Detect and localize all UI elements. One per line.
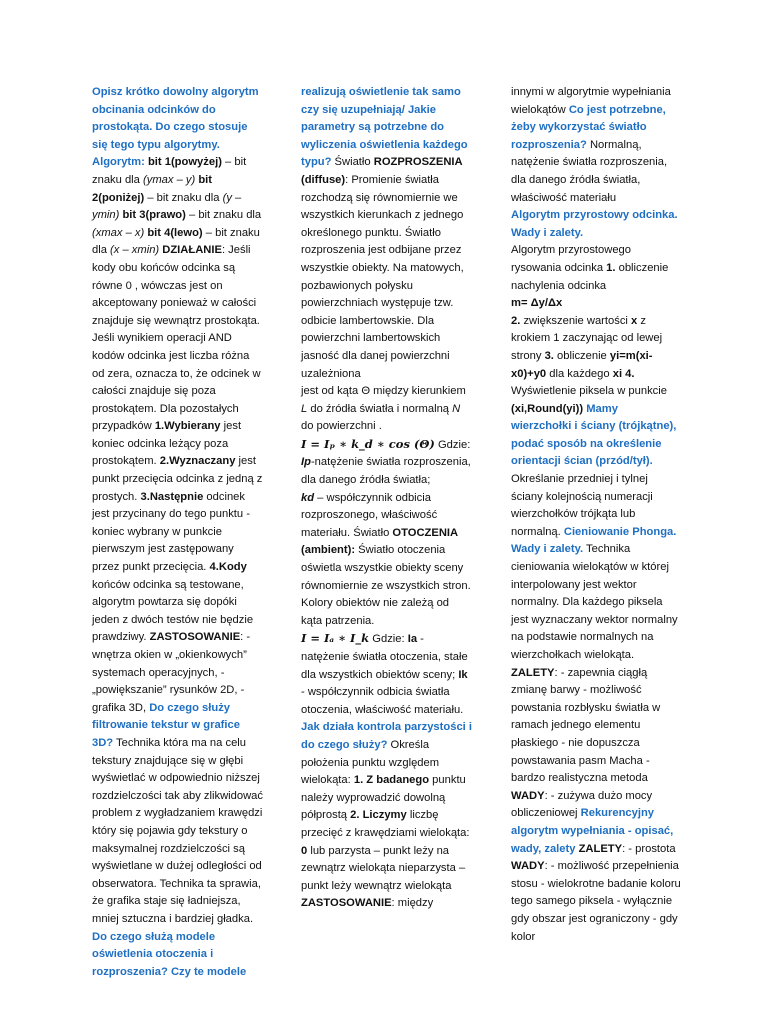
bold-text: xi 4. bbox=[612, 367, 635, 380]
bold-text: 0 bbox=[301, 844, 308, 857]
body-text: odcinek jest przycinany do tego punktu - koniec wybrany w punkcie pierwszym jest zastępowany przez punkt przecięcia. bbox=[92, 490, 250, 574]
formula-diffuse: I = Iₚ ∗ k_d ∗ cos (Θ) bbox=[301, 436, 435, 451]
body-text: – bit znaku dla bbox=[92, 156, 247, 186]
body-text: dla każdego bbox=[546, 367, 613, 380]
body-text: - współczynnik odbicia światła otoczenia, właściwość materiału. bbox=[301, 686, 464, 716]
bold-text: ZASTOSOWANIE bbox=[149, 631, 241, 644]
body-text: jest punkt przecięcia odcinka z jedną z prostych. bbox=[92, 455, 263, 503]
paragraph-ambient bbox=[301, 490, 473, 631]
body-text: jest koniec odcinka leżący poza prostokątem. bbox=[92, 420, 242, 468]
body-text: Określanie przedniej i tylnej ściany kolejnością numeracji wierzchołków trójkąta lub normalną. bbox=[511, 473, 653, 538]
italic-text: (x – xmin) bbox=[110, 244, 160, 257]
bold-text: ZALETY bbox=[511, 666, 555, 679]
italic-text: (ymax – y) bbox=[143, 173, 196, 186]
bold-text: OTOCZENIA (ambient): bbox=[301, 526, 458, 557]
question-heading: Co jest potrzebne, żeby wykorzystać światło rozproszenia? bbox=[511, 103, 666, 151]
bold-text: WADY bbox=[511, 860, 545, 873]
question-heading: Do czego służy filtrowanie tekstur w grafice 3D? bbox=[92, 701, 240, 749]
bold-text: 1. bbox=[606, 261, 616, 274]
paragraph-diffuse-formula bbox=[301, 436, 473, 490]
question-heading: Jak działa kontrola parzystości i do czego służy? bbox=[301, 721, 472, 751]
body-text: Algorytm przyrostowego rysowania odcinka bbox=[511, 244, 631, 274]
body-text: : - prostota bbox=[622, 842, 676, 855]
body-text: Wyświetlenie piksela w punkcie bbox=[511, 385, 667, 398]
body-text: Światło otoczenia oświetla wszystkie obiekty sceny równomiernie ze wszystkich stron. Kolory obiektów nie zależą od kąta patrzenia. bbox=[301, 544, 471, 627]
paragraph-ambient-formula bbox=[301, 630, 473, 913]
body-text: Normalną, natężenie światła rozproszenia, dla danego źródła światła, właściwość materiału bbox=[511, 138, 668, 204]
body-text: Światło bbox=[331, 156, 374, 169]
paragraph-angle bbox=[301, 383, 473, 436]
body-text: Technika cieniowania wielokątów w której interpolowany jest wektor normalny. Dla każdego piksela jest wyznaczany wektor normalny na podstawie normalnych na wierzchołkach wielokąta. bbox=[511, 543, 678, 661]
question-heading: Cieniowanie Phonga. Wady i zalety. bbox=[511, 525, 677, 556]
body-text: obliczenie nachylenia odcinka bbox=[511, 261, 669, 292]
paragraph-clipping bbox=[92, 84, 264, 929]
paragraph-lighting-question bbox=[92, 929, 264, 982]
bold-text: 2. bbox=[511, 314, 521, 327]
bold-text: 4.Kody bbox=[209, 561, 247, 574]
body-text: końców odcinka są testowane, algorytm powtarza się dopóki jeden z dwóch testów nie będzie prawdziwy. bbox=[92, 578, 254, 644]
body-text: jest od kąta Θ między kierunkiem bbox=[301, 385, 466, 398]
bold-text: bit 1(powyżej) bbox=[144, 156, 222, 169]
body-text: : - zużywa dużo mocy obliczeniowej bbox=[511, 789, 653, 820]
bold-text: x bbox=[631, 314, 638, 327]
body-text: : Promienie światła rozchodzą się równomiernie we wszystkich kierunkach z jednego określonego punktu. Światło rozproszenia jest odbijane przez wszystkie obiekty. Na matowych, pozbawionych połysku powierzchniach występuje tzw. odbicie lambertowskie. Dla powierzchni lambertowskich jasność dla danej powierzchni uzależniona bbox=[301, 173, 464, 380]
body-text: : - możliwość przepełnienia stosu - wielokrotne badanie koloru tego samego piksela - wyłącznie gdy obszar jest ograniczony - gdy kolor bbox=[511, 860, 681, 943]
bold-text: 3.Następnie bbox=[140, 490, 204, 503]
body-text: -natężenie światła rozproszenia, dla danego źródła światła; bbox=[301, 456, 471, 487]
italic-text: (y – ymin) bbox=[92, 191, 242, 222]
bold-text: ROZPROSZENIA (diffuse) bbox=[301, 156, 463, 186]
body-text: do źródła światła i normalną bbox=[307, 402, 453, 415]
body-text: lub parzysta – punkt leży na zewnątrz wielokąta nieparzysta – punkt leży wewnątrz wielokąta bbox=[301, 844, 466, 892]
body-text: liczbę przecięć z krawędziami wielokąta: bbox=[301, 809, 470, 839]
bold-text: 3. bbox=[544, 349, 554, 362]
bold-italic-text: kd bbox=[301, 491, 315, 504]
body-text: : - wnętrza okien w „okienkowych” systemach operacyjnych, - „powiększanie” rysunków 2D, - grafika 3D, bbox=[92, 631, 251, 714]
question-heading: Algorytm przyrostowy odcinka. Wady i zalety. bbox=[511, 209, 678, 239]
body-text: Gdzie: bbox=[369, 633, 408, 646]
text-column-3 bbox=[511, 84, 681, 946]
body-text: Gdzie: bbox=[434, 438, 471, 451]
question-heading: Opisz krótko dowolny algorytm obcinania odcinków do prostokąta. Do czego stosuje się tego typu algorytmy. Algorytm: bbox=[92, 86, 259, 169]
bold-text: 1.Wybierany bbox=[154, 420, 221, 433]
text-column-1 bbox=[92, 84, 264, 981]
bold-text: 2.Wyznaczany bbox=[159, 455, 236, 468]
formula-ambient: I = Iₐ ∗ I_k bbox=[301, 631, 370, 646]
italic-text: N bbox=[452, 402, 461, 415]
question-heading: realizują oświetlenie tak samo czy się uzupełniają/ Jakie parametry są potrzebne do wyliczenia oświetlenia każdego typu? bbox=[301, 86, 468, 169]
body-text: z krokiem 1 zaczynając od lewej strony bbox=[511, 314, 663, 362]
body-text: : Jeśli kody obu końców odcinka są równe 0 , wówczas jest on akceptowany ponieważ w całości znajduje się wewnątrz prostokąta. Jeśli wynikiem operacji AND kodów odcinka jest liczba różna od zera, oznacza to, że odcinek w całości znajduje się poza prostokątem. Dla pozostałych przypadków bbox=[92, 244, 261, 433]
body-text: Technika która ma na celu tekstury znajdujące się w głębi wyświetlać w odpowiednio niższej rozdzielczości tak aby zlikwidować problem z wygładzaniem krawędzi który się pojawia gdy tekstury o maksymalnej rozdzielczości są wyświetlane w dużej odległości od obserwatora. Technika ta sprawia, że grafika staje się ładniejsza, mniej sztuczna i bardziej gładka. bbox=[92, 736, 263, 925]
italic-text: (xmax – x) bbox=[92, 226, 145, 239]
paragraph-lighting bbox=[301, 84, 473, 383]
body-text: zwiększenie wartości bbox=[520, 314, 632, 327]
bold-text: 1. Z badanego bbox=[353, 774, 430, 787]
body-text: – bit znaku dla bbox=[185, 209, 262, 222]
paragraph-steps bbox=[511, 313, 681, 946]
paragraph-incremental-heading bbox=[511, 207, 681, 242]
body-text: - natężenie światła otoczenia, stałe dla wszystkich obiektów sceny; bbox=[301, 633, 468, 681]
bold-text: 2. Liczymy bbox=[350, 809, 407, 822]
paragraph-slope bbox=[511, 295, 681, 313]
bold-text: WADY bbox=[511, 789, 545, 802]
bold-text: ZALETY bbox=[575, 842, 623, 855]
body-text: punktu należy wyprowadzić dowolną półprostą bbox=[301, 774, 466, 822]
question-heading: Rekurencyjny algorytm wypełniania - opisać, wady, zalety bbox=[511, 807, 674, 855]
bold-text: Ik bbox=[458, 668, 468, 681]
body-text: do powierzchni . bbox=[301, 420, 382, 433]
bold-text: DZIAŁANIE bbox=[159, 244, 222, 257]
paragraph-diffuse-needs bbox=[511, 84, 681, 207]
body-text: obliczenie bbox=[553, 349, 610, 362]
bold-italic-text: Ip bbox=[301, 456, 311, 469]
question-heading: Do czego służą modele oświetlenia otoczenia i rozproszenia? Czy te modele bbox=[92, 930, 247, 978]
question-heading: Mamy wierzchołki i ściany (trójkątne), podać sposób na określenie orientacji ścian (przód/tył). bbox=[511, 402, 677, 468]
italic-text: L bbox=[301, 402, 308, 415]
bold-text: bit 2(poniżej) bbox=[92, 173, 212, 204]
body-text: – współczynnik odbicia rozproszonego, właściwość materiału. Światło bbox=[301, 491, 438, 539]
bold-text: ZASTOSOWANIE bbox=[301, 897, 392, 910]
paragraph-incremental bbox=[511, 242, 681, 295]
bold-text: Ia bbox=[407, 633, 418, 646]
slope-formula: m= Δy/Δx bbox=[511, 297, 563, 310]
bold-text: (xi,Round(yi)) bbox=[511, 402, 584, 415]
body-text: : - zapewnia ciągłą zmianę barwy - możliwość powstania rozbłysku światła w ramach jednego elementu płaskiego - nie dopuszcza powstawania pasm Macha - bardzo realistyczna metoda bbox=[511, 666, 661, 785]
body-text: Określa położenia punktu względem wielokąta: bbox=[301, 738, 440, 787]
bold-text: yi=m(xi-x0)+y0 bbox=[511, 349, 653, 380]
text-column-2 bbox=[301, 84, 473, 913]
bold-text: bit 4(lewo) bbox=[144, 226, 203, 239]
body-text: innymi w algorytmie wypełniania wielokątów bbox=[511, 86, 671, 116]
body-text: – bit znaku dla bbox=[144, 191, 223, 204]
bold-text: bit 3(prawo) bbox=[119, 209, 186, 222]
body-text: : między bbox=[391, 897, 434, 910]
body-text: – bit znaku dla bbox=[92, 226, 260, 257]
